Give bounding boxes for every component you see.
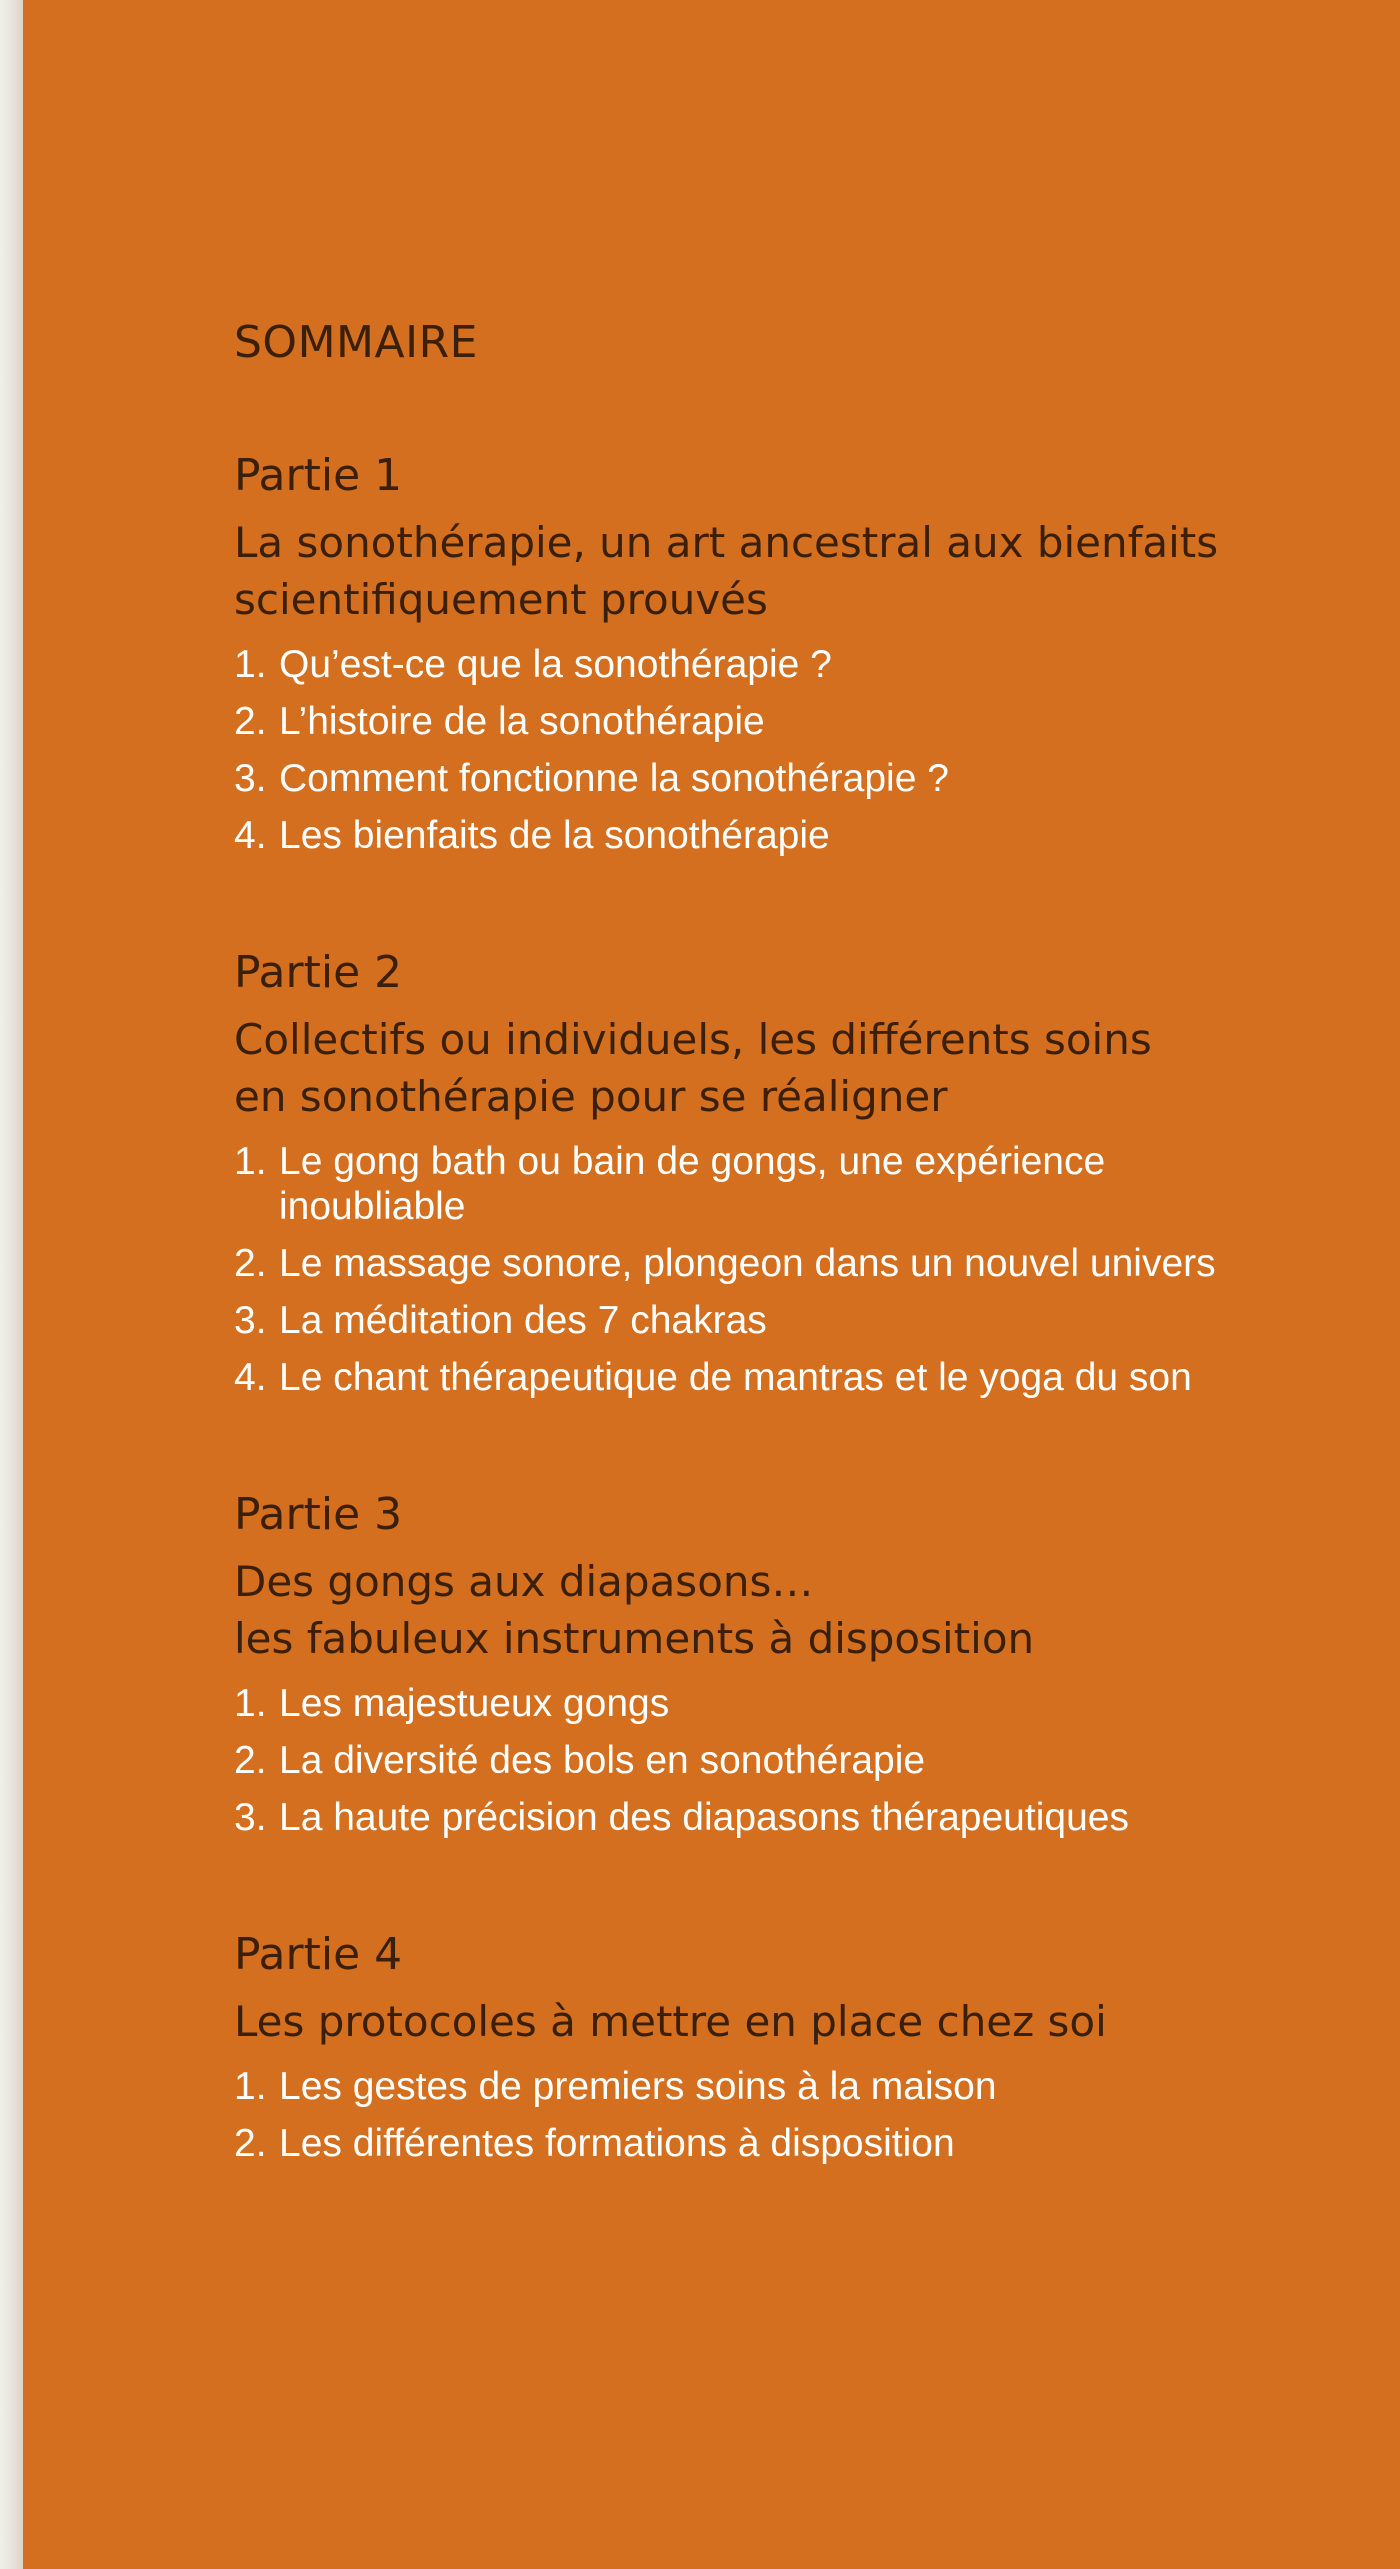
part-subtitle: La sonothérapie, un art ancestral aux bienfaits scientifiquement prouvés [234,518,1219,624]
chapter-number: 1. [234,1140,267,1183]
chapter-number: 2. [234,2122,267,2165]
part-label: Partie 4 [234,1929,403,1980]
chapter-item [234,693,1294,750]
chapter-item [234,1732,1294,1789]
part-label: Partie 3 [234,1489,403,1540]
part-subtitle: Les protocoles à mettre en place chez soi [234,1997,1107,2046]
chapter-title: Le massage sonore, plongeon dans un nouvel univers [279,1242,1216,1285]
chapter-list [234,1133,1294,1406]
chapter-title: Qu’est-ce que la sonothérapie ? [279,643,832,686]
chapter-item [234,1349,1294,1406]
chapter-number: 2. [234,700,267,743]
chapter-title: Les bienfaits de la sonothérapie [279,814,830,857]
chapter-list [234,636,1294,864]
table-of-contents [234,312,1294,2251]
part-1 [234,446,1294,864]
page-edge [0,0,23,2569]
chapter-title: La diversité des bols en sonothérapie [279,1739,926,1782]
part-label: Partie 2 [234,947,403,998]
chapter-title: Les majestueux gongs [279,1682,670,1725]
chapter-item [234,1235,1294,1292]
part-2 [234,943,1294,1406]
chapter-title: Les différentes formations à disposition [279,2122,955,2165]
chapter-title: Comment fonctionne la sonothérapie ? [279,757,949,800]
chapter-item [234,2058,1294,2115]
part-label: Partie 1 [234,450,403,501]
chapter-number: 2. [234,1242,267,1285]
chapter-number: 4. [234,814,267,857]
chapter-title: Les gestes de premiers soins à la maison [279,2065,997,2108]
chapter-item [234,636,1294,693]
chapter-title: La haute précision des diapasons thérapeutiques [279,1796,1129,1839]
chapter-item [234,1789,1294,1846]
chapter-list [234,2058,1294,2172]
part-4 [234,1925,1294,2172]
summary-title: SOMMAIRE [234,317,478,368]
part-subtitle: Collectifs ou individuels, les différents soins en sonothérapie pour se réaligner [234,1015,1152,1121]
chapter-title: Le gong bath ou bain de gongs, une expérience inoubliable [279,1140,1106,1228]
chapter-number: 3. [234,1796,267,1839]
chapter-number: 1. [234,643,267,686]
chapter-title: Le chant thérapeutique de mantras et le yoga du son [279,1356,1192,1399]
chapter-list [234,1675,1294,1846]
chapter-item [234,807,1294,864]
chapter-title: La méditation des 7 chakras [279,1299,767,1342]
chapter-item [234,1675,1294,1732]
chapter-number: 3. [234,1299,267,1342]
chapter-item [234,1292,1294,1349]
chapter-number: 4. [234,1356,267,1399]
chapter-item [234,750,1294,807]
chapter-item [234,2115,1294,2172]
part-subtitle: Des gongs aux diapasons… les fabuleux instruments à disposition [234,1557,1035,1663]
chapter-number: 3. [234,757,267,800]
summary-page [23,0,1400,2569]
chapter-title: L’histoire de la sonothérapie [279,700,765,743]
chapter-item [234,1133,1294,1235]
chapter-number: 2. [234,1739,267,1782]
chapter-number: 1. [234,2065,267,2108]
chapter-number: 1. [234,1682,267,1725]
part-3 [234,1485,1294,1846]
